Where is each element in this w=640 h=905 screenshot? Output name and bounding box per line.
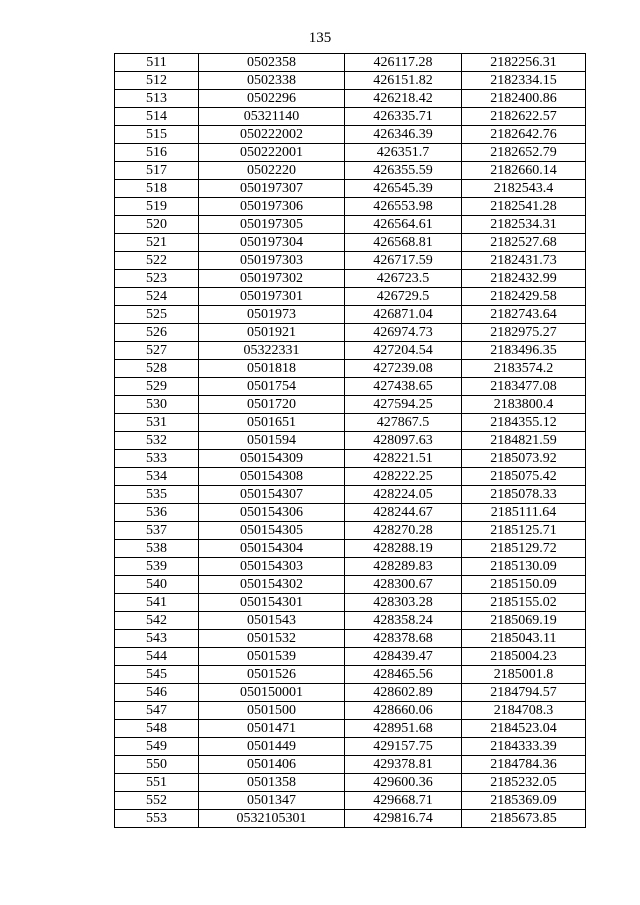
table-row	[115, 234, 586, 252]
point-code-cell: 0501532	[199, 630, 345, 648]
y-coordinate-cell: 2182256.31	[462, 54, 586, 72]
table-row	[115, 810, 586, 828]
table-row	[115, 774, 586, 792]
table-row	[115, 180, 586, 198]
row-number-cell: 551	[115, 774, 199, 792]
y-coordinate-cell: 2185129.72	[462, 540, 586, 558]
y-coordinate-cell: 2182432.99	[462, 270, 586, 288]
y-coordinate-cell: 2185078.33	[462, 486, 586, 504]
table-row	[115, 558, 586, 576]
x-coordinate-cell: 428602.89	[345, 684, 462, 702]
point-code-cell: 0532105301	[199, 810, 345, 828]
point-code-cell: 05321140	[199, 108, 345, 126]
y-coordinate-cell: 2182743.64	[462, 306, 586, 324]
x-coordinate-cell: 426568.81	[345, 234, 462, 252]
point-code-cell: 0501651	[199, 414, 345, 432]
x-coordinate-cell: 426151.82	[345, 72, 462, 90]
row-number-cell: 526	[115, 324, 199, 342]
x-coordinate-cell: 428660.06	[345, 702, 462, 720]
y-coordinate-cell: 2185155.02	[462, 594, 586, 612]
point-code-cell: 050154304	[199, 540, 345, 558]
row-number-cell: 512	[115, 72, 199, 90]
point-code-cell: 0501358	[199, 774, 345, 792]
x-coordinate-cell: 428300.67	[345, 576, 462, 594]
point-code-cell: 050154307	[199, 486, 345, 504]
point-code-cell: 050197303	[199, 252, 345, 270]
y-coordinate-cell: 2185150.09	[462, 576, 586, 594]
point-code-cell: 0501449	[199, 738, 345, 756]
point-code-cell: 050222001	[199, 144, 345, 162]
point-code-cell: 0502358	[199, 54, 345, 72]
y-coordinate-cell: 2184708.3	[462, 702, 586, 720]
table-row	[115, 612, 586, 630]
point-code-cell: 0502296	[199, 90, 345, 108]
x-coordinate-cell: 428951.68	[345, 720, 462, 738]
row-number-cell: 511	[115, 54, 199, 72]
y-coordinate-cell: 2182642.76	[462, 126, 586, 144]
x-coordinate-cell: 428224.05	[345, 486, 462, 504]
x-coordinate-cell: 426723.5	[345, 270, 462, 288]
table-row	[115, 648, 586, 666]
y-coordinate-cell: 2182652.79	[462, 144, 586, 162]
y-coordinate-cell: 2184355.12	[462, 414, 586, 432]
row-number-cell: 530	[115, 396, 199, 414]
x-coordinate-cell: 426729.5	[345, 288, 462, 306]
y-coordinate-cell: 2183574.2	[462, 360, 586, 378]
point-code-cell: 050154309	[199, 450, 345, 468]
x-coordinate-cell: 426218.42	[345, 90, 462, 108]
point-code-cell: 0501471	[199, 720, 345, 738]
x-coordinate-cell: 428303.28	[345, 594, 462, 612]
row-number-cell: 524	[115, 288, 199, 306]
row-number-cell: 520	[115, 216, 199, 234]
table-row	[115, 576, 586, 594]
y-coordinate-cell: 2183800.4	[462, 396, 586, 414]
row-number-cell: 536	[115, 504, 199, 522]
table-row	[115, 468, 586, 486]
point-code-cell: 0502338	[199, 72, 345, 90]
y-coordinate-cell: 2182543.4	[462, 180, 586, 198]
row-number-cell: 545	[115, 666, 199, 684]
y-coordinate-cell: 2185069.19	[462, 612, 586, 630]
point-code-cell: 050154305	[199, 522, 345, 540]
row-number-cell: 544	[115, 648, 199, 666]
table-row	[115, 216, 586, 234]
y-coordinate-cell: 2185001.8	[462, 666, 586, 684]
x-coordinate-cell: 427239.08	[345, 360, 462, 378]
y-coordinate-cell: 2184784.36	[462, 756, 586, 774]
point-code-cell: 0501594	[199, 432, 345, 450]
row-number-cell: 523	[115, 270, 199, 288]
x-coordinate-cell: 426974.73	[345, 324, 462, 342]
x-coordinate-cell: 428244.67	[345, 504, 462, 522]
table-body	[115, 54, 586, 828]
table-row	[115, 486, 586, 504]
x-coordinate-cell: 426346.39	[345, 126, 462, 144]
row-number-cell: 525	[115, 306, 199, 324]
y-coordinate-cell: 2182541.28	[462, 198, 586, 216]
page-number: 135	[308, 30, 332, 46]
y-coordinate-cell: 2185232.05	[462, 774, 586, 792]
y-coordinate-cell: 2185130.09	[462, 558, 586, 576]
point-code-cell: 050154301	[199, 594, 345, 612]
row-number-cell: 532	[115, 432, 199, 450]
table-row	[115, 504, 586, 522]
x-coordinate-cell: 428288.19	[345, 540, 462, 558]
row-number-cell: 548	[115, 720, 199, 738]
table-row	[115, 684, 586, 702]
point-code-cell: 0501526	[199, 666, 345, 684]
x-coordinate-cell: 428221.51	[345, 450, 462, 468]
y-coordinate-cell: 2185073.92	[462, 450, 586, 468]
row-number-cell: 529	[115, 378, 199, 396]
y-coordinate-cell: 2182334.15	[462, 72, 586, 90]
table-row	[115, 792, 586, 810]
y-coordinate-cell: 2185004.23	[462, 648, 586, 666]
x-coordinate-cell: 428358.24	[345, 612, 462, 630]
table-row	[115, 162, 586, 180]
x-coordinate-cell: 427867.5	[345, 414, 462, 432]
y-coordinate-cell: 2182622.57	[462, 108, 586, 126]
table-row	[115, 432, 586, 450]
table-row	[115, 288, 586, 306]
point-code-cell: 050154306	[199, 504, 345, 522]
y-coordinate-cell: 2183477.08	[462, 378, 586, 396]
x-coordinate-cell: 427204.54	[345, 342, 462, 360]
y-coordinate-cell: 2182534.31	[462, 216, 586, 234]
row-number-cell: 513	[115, 90, 199, 108]
row-number-cell: 538	[115, 540, 199, 558]
y-coordinate-cell: 2185111.64	[462, 504, 586, 522]
point-code-cell: 050154303	[199, 558, 345, 576]
x-coordinate-cell: 428289.83	[345, 558, 462, 576]
y-coordinate-cell: 2182400.86	[462, 90, 586, 108]
row-number-cell: 553	[115, 810, 199, 828]
row-number-cell: 543	[115, 630, 199, 648]
table-row	[115, 270, 586, 288]
table-row	[115, 378, 586, 396]
y-coordinate-cell: 2185369.09	[462, 792, 586, 810]
x-coordinate-cell: 428097.63	[345, 432, 462, 450]
row-number-cell: 534	[115, 468, 199, 486]
x-coordinate-cell: 428378.68	[345, 630, 462, 648]
row-number-cell: 531	[115, 414, 199, 432]
row-number-cell: 535	[115, 486, 199, 504]
point-code-cell: 0502220	[199, 162, 345, 180]
table-row	[115, 594, 586, 612]
row-number-cell: 549	[115, 738, 199, 756]
y-coordinate-cell: 2182660.14	[462, 162, 586, 180]
point-code-cell: 050150001	[199, 684, 345, 702]
row-number-cell: 521	[115, 234, 199, 252]
y-coordinate-cell: 2184523.04	[462, 720, 586, 738]
x-coordinate-cell: 426545.39	[345, 180, 462, 198]
y-coordinate-cell: 2182527.68	[462, 234, 586, 252]
x-coordinate-cell: 427594.25	[345, 396, 462, 414]
x-coordinate-cell: 428270.28	[345, 522, 462, 540]
x-coordinate-cell: 426351.7	[345, 144, 462, 162]
table-row	[115, 738, 586, 756]
row-number-cell: 540	[115, 576, 199, 594]
table-row	[115, 342, 586, 360]
table-row	[115, 252, 586, 270]
x-coordinate-cell: 427438.65	[345, 378, 462, 396]
coordinates-table	[114, 53, 586, 828]
x-coordinate-cell: 426871.04	[345, 306, 462, 324]
x-coordinate-cell: 426717.59	[345, 252, 462, 270]
x-coordinate-cell: 426335.71	[345, 108, 462, 126]
row-number-cell: 527	[115, 342, 199, 360]
point-code-cell: 050197301	[199, 288, 345, 306]
point-code-cell: 050197307	[199, 180, 345, 198]
point-code-cell: 050197305	[199, 216, 345, 234]
table-row	[115, 414, 586, 432]
y-coordinate-cell: 2182431.73	[462, 252, 586, 270]
row-number-cell: 528	[115, 360, 199, 378]
y-coordinate-cell: 2184794.57	[462, 684, 586, 702]
row-number-cell: 517	[115, 162, 199, 180]
row-number-cell: 550	[115, 756, 199, 774]
point-code-cell: 0501921	[199, 324, 345, 342]
point-code-cell: 05322331	[199, 342, 345, 360]
point-code-cell: 0501347	[199, 792, 345, 810]
table-row	[115, 306, 586, 324]
row-number-cell: 537	[115, 522, 199, 540]
y-coordinate-cell: 2185075.42	[462, 468, 586, 486]
x-coordinate-cell: 426355.59	[345, 162, 462, 180]
x-coordinate-cell: 426564.61	[345, 216, 462, 234]
x-coordinate-cell: 429378.81	[345, 756, 462, 774]
x-coordinate-cell: 429157.75	[345, 738, 462, 756]
y-coordinate-cell: 2184333.39	[462, 738, 586, 756]
row-number-cell: 547	[115, 702, 199, 720]
row-number-cell: 552	[115, 792, 199, 810]
table-row	[115, 396, 586, 414]
y-coordinate-cell: 2185125.71	[462, 522, 586, 540]
table-row	[115, 144, 586, 162]
table-row	[115, 198, 586, 216]
row-number-cell: 516	[115, 144, 199, 162]
point-code-cell: 0501406	[199, 756, 345, 774]
point-code-cell: 050154302	[199, 576, 345, 594]
table-row	[115, 666, 586, 684]
point-code-cell: 0501543	[199, 612, 345, 630]
point-code-cell: 0501539	[199, 648, 345, 666]
table-row	[115, 522, 586, 540]
y-coordinate-cell: 2184821.59	[462, 432, 586, 450]
table-row	[115, 126, 586, 144]
x-coordinate-cell: 428222.25	[345, 468, 462, 486]
y-coordinate-cell: 2183496.35	[462, 342, 586, 360]
row-number-cell: 541	[115, 594, 199, 612]
table-row	[115, 720, 586, 738]
table-row	[115, 90, 586, 108]
point-code-cell: 050222002	[199, 126, 345, 144]
table-row	[115, 324, 586, 342]
table-row	[115, 360, 586, 378]
point-code-cell: 0501818	[199, 360, 345, 378]
x-coordinate-cell: 426553.98	[345, 198, 462, 216]
point-code-cell: 050197304	[199, 234, 345, 252]
point-code-cell: 050197302	[199, 270, 345, 288]
x-coordinate-cell: 428439.47	[345, 648, 462, 666]
point-code-cell: 0501500	[199, 702, 345, 720]
table-row	[115, 756, 586, 774]
row-number-cell: 519	[115, 198, 199, 216]
row-number-cell: 542	[115, 612, 199, 630]
row-number-cell: 515	[115, 126, 199, 144]
point-code-cell: 050154308	[199, 468, 345, 486]
x-coordinate-cell: 429600.36	[345, 774, 462, 792]
row-number-cell: 546	[115, 684, 199, 702]
table-row	[115, 630, 586, 648]
table-row	[115, 72, 586, 90]
table-row	[115, 450, 586, 468]
row-number-cell: 522	[115, 252, 199, 270]
x-coordinate-cell: 426117.28	[345, 54, 462, 72]
y-coordinate-cell: 2185043.11	[462, 630, 586, 648]
row-number-cell: 533	[115, 450, 199, 468]
table-row	[115, 540, 586, 558]
row-number-cell: 518	[115, 180, 199, 198]
x-coordinate-cell: 428465.56	[345, 666, 462, 684]
table-row	[115, 702, 586, 720]
table-row	[115, 54, 586, 72]
table-row	[115, 108, 586, 126]
point-code-cell: 0501973	[199, 306, 345, 324]
point-code-cell: 050197306	[199, 198, 345, 216]
x-coordinate-cell: 429816.74	[345, 810, 462, 828]
point-code-cell: 0501720	[199, 396, 345, 414]
x-coordinate-cell: 429668.71	[345, 792, 462, 810]
y-coordinate-cell: 2182975.27	[462, 324, 586, 342]
row-number-cell: 514	[115, 108, 199, 126]
row-number-cell: 539	[115, 558, 199, 576]
point-code-cell: 0501754	[199, 378, 345, 396]
y-coordinate-cell: 2185673.85	[462, 810, 586, 828]
y-coordinate-cell: 2182429.58	[462, 288, 586, 306]
